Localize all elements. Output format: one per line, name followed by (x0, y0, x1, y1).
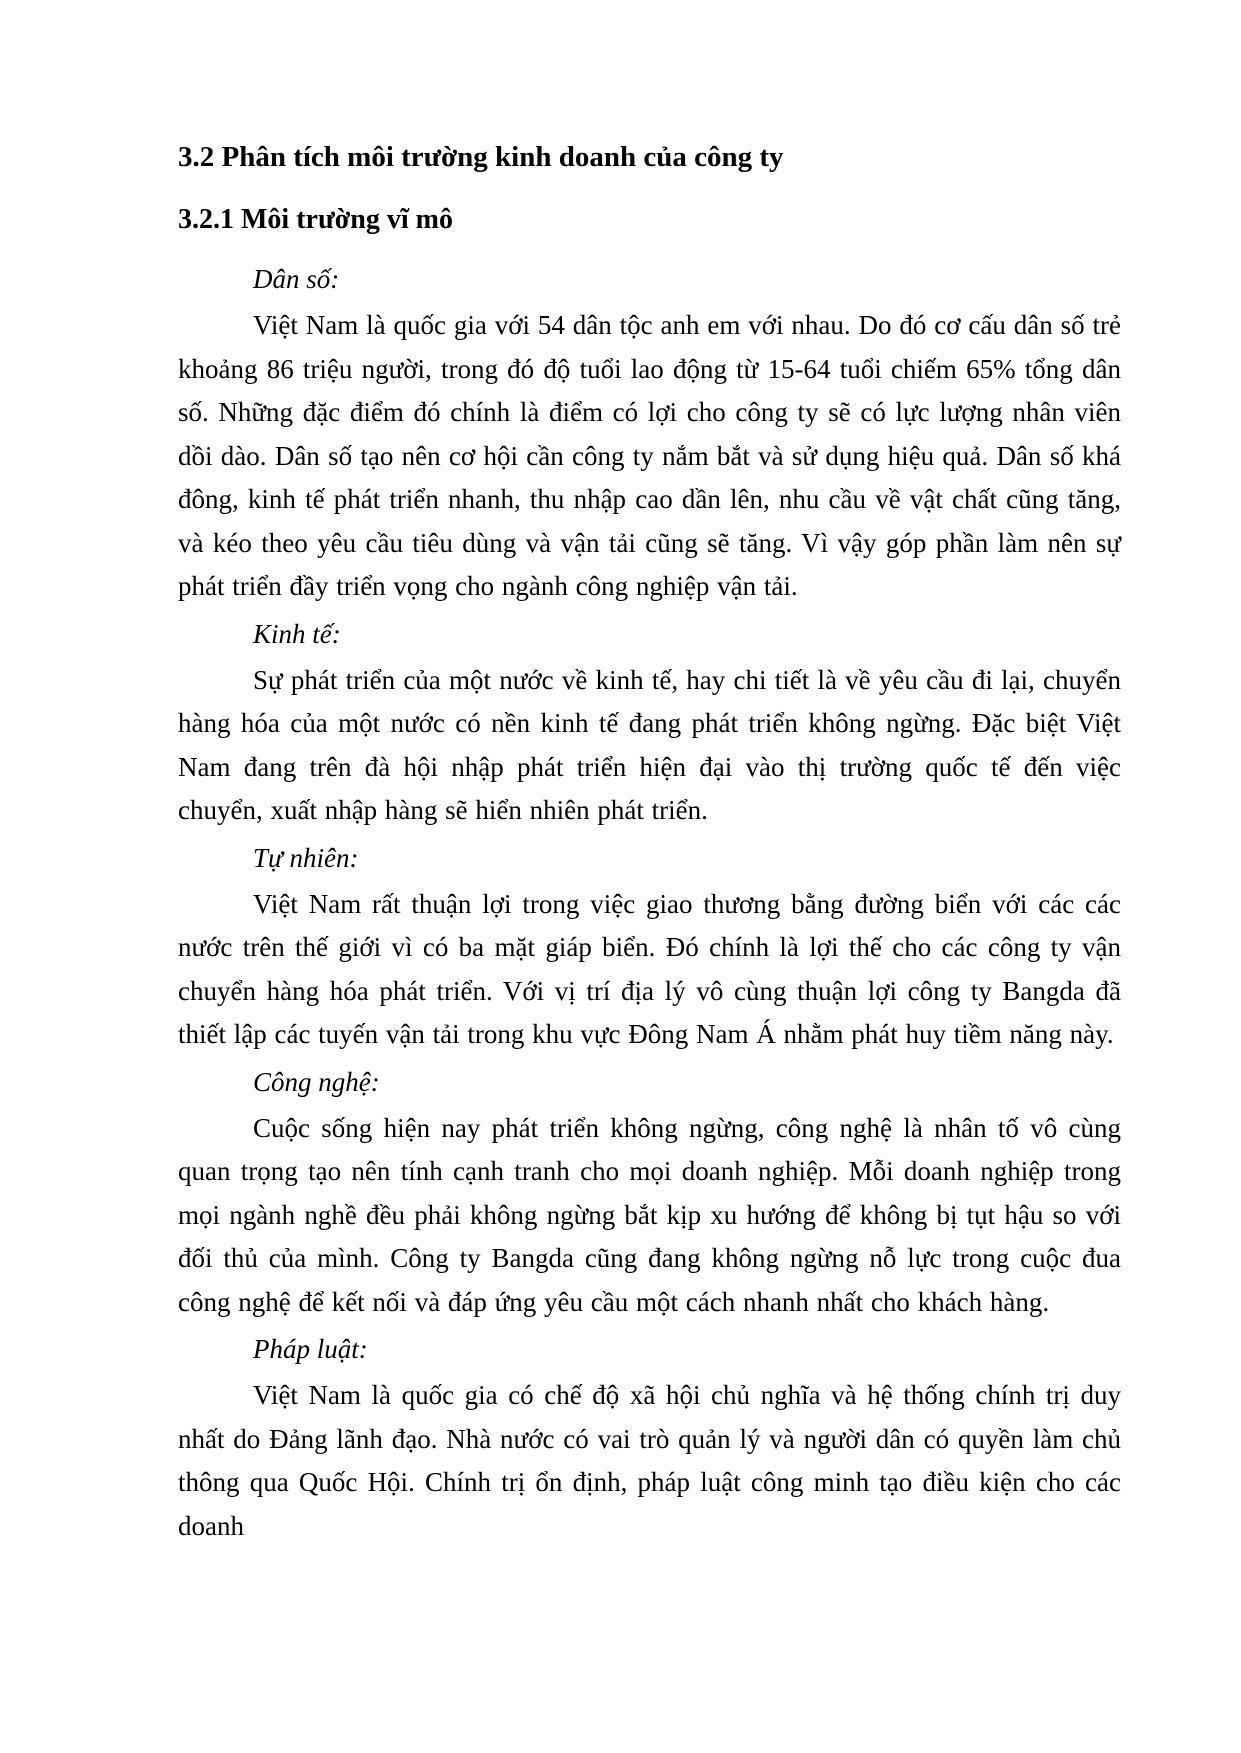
section-nature (178, 836, 1121, 1057)
section-population (178, 257, 1121, 609)
section-economy (178, 612, 1121, 833)
section-law (178, 1327, 1121, 1548)
paragraph-nature: Việt Nam rất thuận lợi trong việc giao thương bằng đường biển với các các nước trên thế giới vì có ba mặt giáp biển. Đó chính là lợi thế cho các công ty vận chuyển hàng hóa phát triển. Với vị trí địa lý vô cùng thuận lợi công ty Bangda đã thiết lập các tuyến vận tải trong khu vực Đông Nam Á nhằm phát huy tiềm năng này. (178, 888, 1121, 1049)
section-technology (178, 1060, 1121, 1325)
section-label-nature: Tự nhiên: (253, 842, 359, 873)
paragraph-population: Việt Nam là quốc gia với 54 dân tộc anh em với nhau. Do đó cơ cấu dân số trẻ khoảng 86 triệu người, trong đó độ tuổi lao động từ 15-64 tuổi chiếm 65% tổng dân số. Những đặc điểm đó chính là điểm có lợi cho công ty sẽ có lực lượng nhân viên dồi dào. Dân số tạo nên cơ hội cần công ty nắm bắt và sử dụng hiệu quả. Dân số khá đông, kinh tế phát triển nhanh, thu nhập cao dần lên, nhu cầu về vật chất cũng tăng, và kéo theo yêu cầu tiêu dùng và vận tải cũng sẽ tăng. Vì vậy góp phần làm nên sự phát triển đầy triển vọng cho ngành công nghiệp vận tải. (178, 310, 1121, 601)
section-label-population: Dân số: (253, 264, 340, 294)
section-label-economy: Kinh tế: (253, 618, 341, 649)
paragraph-law: Việt Nam là quốc gia có chế độ xã hội chủ nghĩa và hệ thống chính trị duy nhất do Đảng lãnh đạo. Nhà nước có vai trò quản lý và người dân có quyền làm chủ thông qua Quốc Hội. Chính trị ổn định, pháp luật công minh tạo điều kiện cho các doanh (178, 1380, 1121, 1541)
subsection-heading: 3.2.1 Môi trường vĩ mô (178, 204, 453, 235)
section-heading: 3.2 Phân tích môi trường kinh doanh của công ty (178, 141, 784, 173)
paragraph-technology: Cuộc sống hiện nay phát triển không ngừng, công nghệ là nhân tố vô cùng quan trọng tạo nên tính cạnh tranh cho mọi doanh nghiệp. Mỗi doanh nghiệp trong mọi ngành nghề đều phải không ngừng bắt kịp xu hướng để không bị tụt hậu so với đối thủ của mình. Công ty Bangda cũng đang không ngừng nỗ lực trong cuộc đua công nghệ để kết nối và đáp ứng yêu cầu một cách nhanh nhất cho khách hàng. (178, 1112, 1121, 1317)
section-label-law: Pháp luật: (253, 1334, 368, 1364)
section-label-technology: Công nghệ: (253, 1066, 380, 1097)
paragraph-economy: Sự phát triển của một nước về kinh tế, hay chi tiết là về yêu cầu đi lại, chuyển hàng hóa của một nước có nền kinh tế đang phát triển không ngừng. Đặc biệt Việt Nam đang trên đà hội nhập phát triển hiện đại vào thị trường quốc tế đến việc chuyển, xuất nhập hàng sẽ hiển nhiên phát triển. (178, 664, 1121, 825)
